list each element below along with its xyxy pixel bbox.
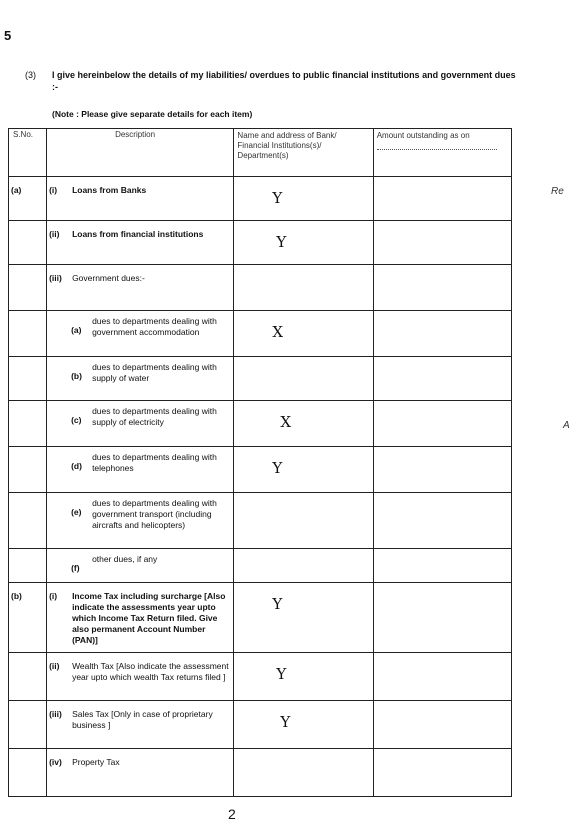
row-sno-cell	[9, 653, 47, 701]
row-sno-cell	[9, 447, 47, 493]
row-number: (d)	[71, 461, 82, 471]
row-number: (iii)	[49, 273, 62, 283]
table-row	[9, 177, 512, 221]
row-number: (e)	[71, 507, 82, 517]
row-description: dues to departments dealing with telephones	[92, 452, 217, 473]
row-institution-cell	[234, 549, 373, 583]
row-number: (i)	[49, 591, 58, 601]
page-mark: 5	[4, 28, 12, 43]
row-institution-cell	[234, 701, 373, 749]
row-sno-cell	[9, 583, 47, 653]
row-sno	[9, 701, 46, 717]
row-sno	[9, 401, 46, 417]
header-institution: Name and address of Bank/ Financial Institutions(s)/ Department(s)	[234, 129, 373, 177]
row-sno	[9, 265, 46, 281]
row-description-cell	[47, 311, 234, 357]
row-sno	[9, 357, 46, 373]
row-amount-cell	[373, 701, 511, 749]
row-institution-cell	[234, 401, 373, 447]
row-sno-cell	[9, 549, 47, 583]
handwritten-mark: X	[272, 323, 284, 341]
row-number: (iii)	[49, 709, 62, 719]
row-description: Property Tax	[72, 757, 120, 767]
row-description: dues to departments dealing with government accommodation	[92, 316, 217, 337]
row-description-cell	[47, 447, 234, 493]
row-institution-cell	[234, 493, 373, 549]
row-description: Government dues:-	[72, 273, 145, 283]
row-sno	[9, 653, 46, 669]
row-description: Sales Tax [Only in case of proprietary business ]	[72, 709, 213, 730]
bottom-mark: 2	[228, 806, 236, 822]
row-sno	[9, 549, 46, 565]
row-description-cell	[47, 749, 234, 797]
row-sno: (b)	[11, 591, 22, 601]
table-row	[9, 221, 512, 265]
row-amount-cell	[373, 749, 511, 797]
table-row	[9, 447, 512, 493]
row-sno-cell	[9, 311, 47, 357]
row-amount-cell	[373, 401, 511, 447]
row-institution-cell	[234, 357, 373, 401]
table-row	[9, 549, 512, 583]
row-description-cell	[47, 401, 234, 447]
row-amount-cell	[373, 653, 511, 701]
row-institution-cell	[234, 311, 373, 357]
row-sno	[9, 493, 46, 509]
row-sno	[9, 749, 46, 765]
row-number: (f)	[71, 563, 80, 573]
table-row	[9, 583, 512, 653]
row-amount-cell	[373, 265, 511, 311]
row-description-cell	[47, 493, 234, 549]
section-number: (3)	[25, 70, 36, 80]
header-sno: S.No.	[9, 129, 47, 177]
row-institution-cell	[234, 583, 373, 653]
row-number: (ii)	[49, 661, 60, 671]
row-number: (c)	[71, 415, 82, 425]
row-amount-cell	[373, 447, 511, 493]
row-description: dues to departments dealing with supply of electricity	[92, 406, 217, 427]
row-amount-cell	[373, 549, 511, 583]
row-sno	[9, 447, 46, 463]
row-number: (ii)	[49, 229, 60, 239]
row-sno-cell	[9, 221, 47, 265]
row-sno-cell	[9, 749, 47, 797]
row-sno	[9, 221, 46, 237]
table-row	[9, 493, 512, 549]
row-description: Wealth Tax [Also indicate the assessment year upto which wealth Tax returns filed ]	[72, 661, 229, 682]
handwritten-mark: Y	[276, 665, 287, 683]
row-description-cell	[47, 549, 234, 583]
row-description-cell	[47, 221, 234, 265]
row-description-cell	[47, 265, 234, 311]
table-row	[9, 401, 512, 447]
row-description-cell	[47, 357, 234, 401]
header-amount: Amount outstanding as on	[373, 129, 511, 177]
row-description-cell	[47, 653, 234, 701]
row-institution-cell	[234, 653, 373, 701]
row-number: (iv)	[49, 757, 62, 767]
row-description: Loans from Banks	[72, 185, 147, 195]
row-description: Income Tax including surcharge [Also indicate the assessments year upto which Income Tax Return filed. Give also permanent Account Number (PAN)]	[72, 591, 226, 645]
handwritten-mark: Y	[276, 233, 287, 251]
header-description: Description	[47, 129, 234, 177]
row-description: other dues, if any	[92, 554, 158, 564]
table-header-row	[9, 129, 512, 177]
handwritten-mark: Y	[280, 713, 291, 731]
row-number: (a)	[71, 325, 82, 335]
row-sno-cell	[9, 265, 47, 311]
row-sno-cell	[9, 401, 47, 447]
handwritten-mark: Y	[272, 459, 283, 477]
row-sno-cell	[9, 493, 47, 549]
handwritten-mark: Y	[272, 189, 283, 207]
margin-mark-right-2: A	[563, 420, 570, 431]
row-amount-cell	[373, 583, 511, 653]
row-sno-cell	[9, 177, 47, 221]
row-description-cell	[47, 177, 234, 221]
table-row	[9, 357, 512, 401]
row-institution-cell	[234, 447, 373, 493]
table-row	[9, 265, 512, 311]
row-institution-cell	[234, 749, 373, 797]
row-description: dues to departments dealing with supply of water	[92, 362, 217, 383]
row-description-cell	[47, 701, 234, 749]
handwritten-mark: Y	[272, 595, 283, 613]
row-sno: (a)	[11, 185, 22, 195]
liabilities-table	[8, 128, 512, 797]
row-institution-cell	[234, 177, 373, 221]
row-sno	[9, 311, 46, 327]
row-sno-cell	[9, 357, 47, 401]
row-institution-cell	[234, 221, 373, 265]
row-description-cell	[47, 583, 234, 653]
row-amount-cell	[373, 357, 511, 401]
row-institution-cell	[234, 265, 373, 311]
row-sno-cell	[9, 701, 47, 749]
margin-mark-right: Re	[551, 186, 564, 197]
table-row	[9, 749, 512, 797]
note-text: (Note : Please give separate details for each item)	[52, 109, 253, 119]
row-number: (b)	[71, 371, 82, 381]
row-amount-cell	[373, 493, 511, 549]
handwritten-mark: X	[280, 413, 292, 431]
row-description: dues to departments dealing with government transport (including aircrafts and helicopters)	[92, 498, 217, 530]
row-description: Loans from financial institutions	[72, 229, 204, 239]
row-amount-cell	[373, 177, 511, 221]
row-amount-cell	[373, 221, 511, 265]
row-number: (i)	[49, 185, 58, 195]
table-row	[9, 311, 512, 357]
table-row	[9, 653, 512, 701]
table-row	[9, 701, 512, 749]
row-amount-cell	[373, 311, 511, 357]
intro-text: I give hereinbelow the details of my liabilities/ overdues to public financial institutions and government dues :-	[52, 70, 516, 92]
